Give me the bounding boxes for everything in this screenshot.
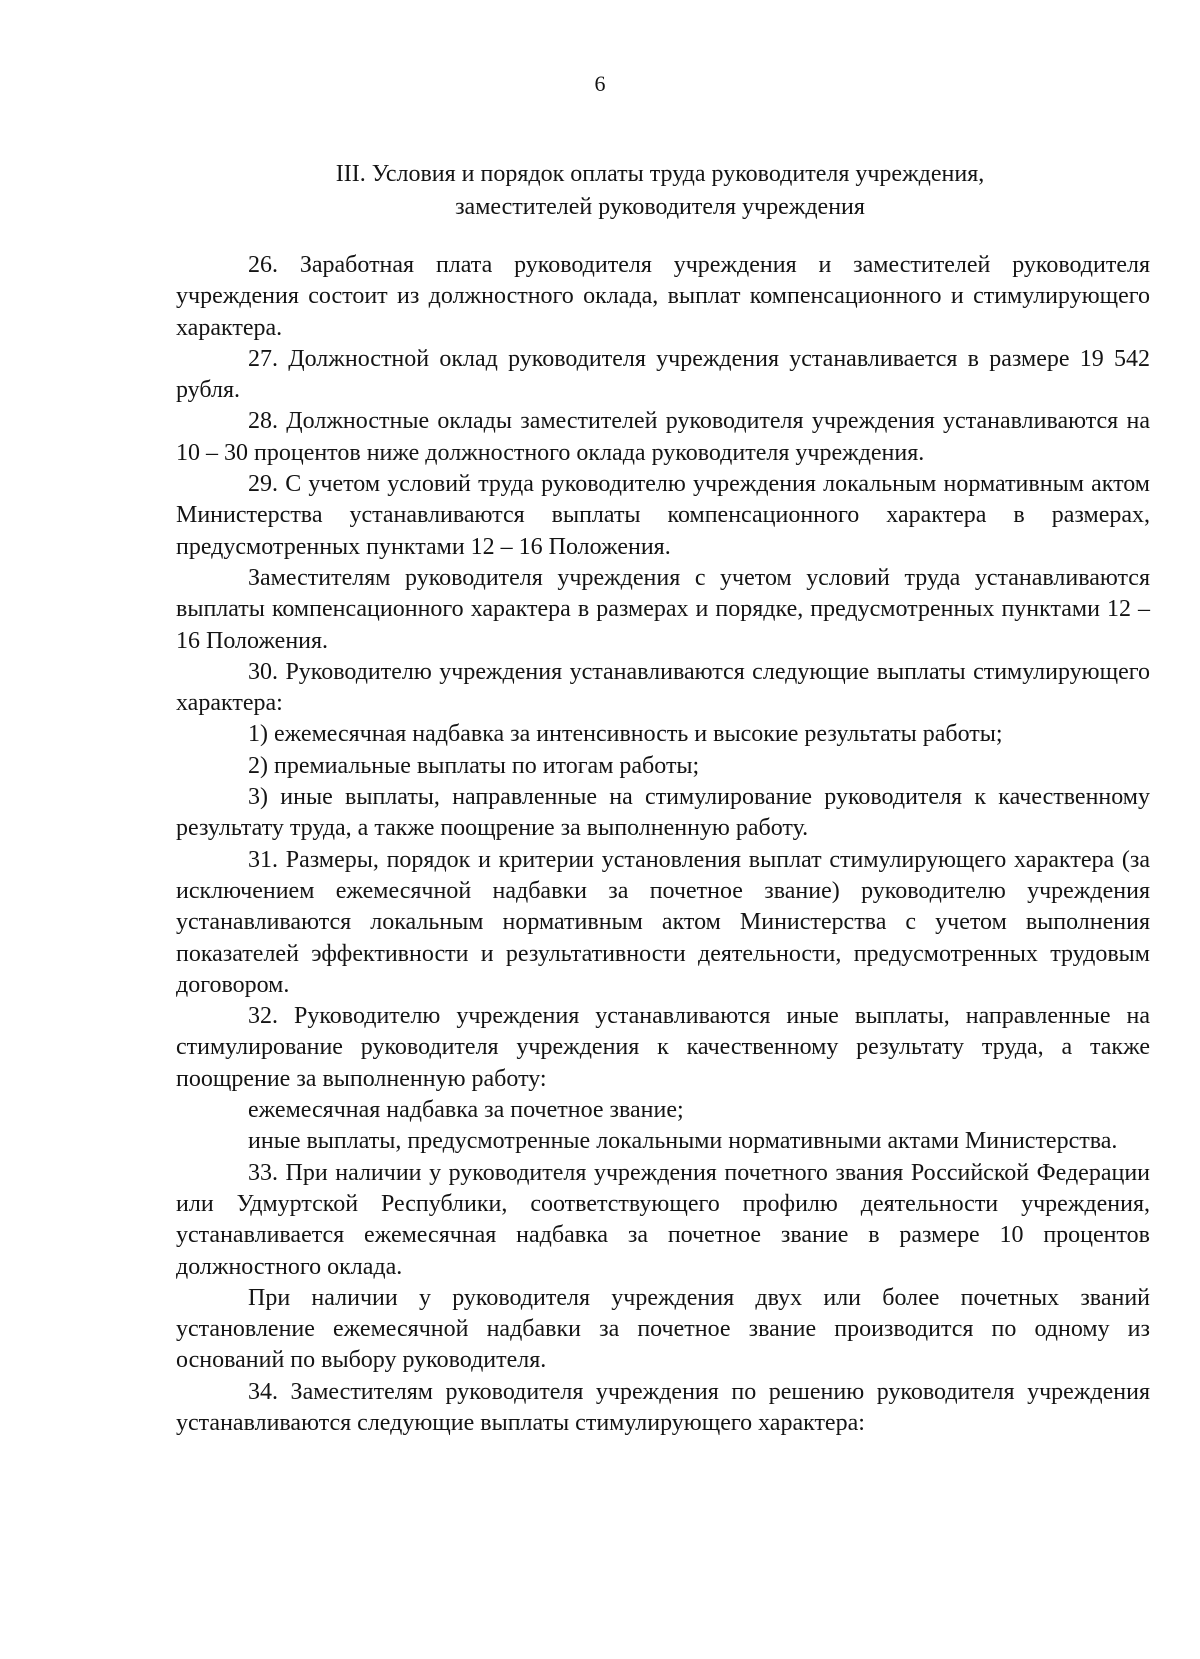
paragraph-30-item-1: 1) ежемесячная надбавка за интенсивность и высокие результаты работы; [248, 721, 1003, 748]
paragraph-32-item-1: ежемесячная надбавка за почетное звание; [248, 1097, 684, 1124]
paragraph-27: 27. Должностной оклад руководителя учреждения устанавливается в размере 19 542 рубля. [176, 345, 1150, 404]
body-text [176, 250, 1150, 1439]
paragraph-34: 34. Заместителям руководителя учреждения по решению руководителя учреждения устанавливаются следующие выплаты стимулирующего характера: [176, 1378, 1150, 1436]
paragraph-30: 30. Руководителю учреждения устанавливаются следующие выплаты стимулирующего характера: [176, 658, 1150, 717]
paragraph-29-deputies: Заместителям руководителя учреждения с учетом условий труда устанавливаются выплаты компенсационного характера в размерах и порядке, предусмотренных пунктами 12 – 16 Положения. [176, 564, 1150, 654]
page-number: 6 [594, 71, 606, 96]
paragraph-33-multiple-titles: При наличии у руководителя учреждения двух или более почетных званий установление ежемесячной надбавки за почетное звание производится по одному из оснований по выбору руководителя. [176, 1284, 1150, 1374]
section-heading-line-1: III. Условия и порядок оплаты труда руководителя учреждения, [335, 161, 985, 187]
paragraph-30-item-2: 2) премиальные выплаты по итогам работы; [248, 752, 700, 779]
paragraph-26: 26. Заработная плата руководителя учреждения и заместителей руководителя учреждения состоит из должностного оклада, выплат компенсационного и стимулирующего характера. [176, 252, 1150, 341]
paragraph-28: 28. Должностные оклады заместителей руководителя учреждения устанавливаются на 10 – 30 процентов ниже должностного оклада руководителя учреждения. [176, 408, 1150, 466]
paragraph-32: 32. Руководителю учреждения устанавливаются иные выплаты, направленные на стимулирование руководителя учреждения к качественному результату труда, а также поощрение за выполненную работу: [176, 1003, 1150, 1092]
paragraph-33: 33. При наличии у руководителя учреждения почетного звания Российской Федерации или Удмуртской Республики, соответствующего профилю деятельности учреждения, устанавливается ежемесячная надбавка за почетное звание в размере 10 процентов должностного оклада. [176, 1159, 1150, 1280]
paragraph-29: 29. С учетом условий труда руководителю учреждения локальным нормативным актом Министерства устанавливаются выплаты компенсационного характера в размерах, предусмотренных пунктами 12 – 16 Положения. [176, 471, 1150, 560]
section-heading [230, 158, 1090, 224]
paragraph-30-item-3: 3) иные выплаты, направленные на стимулирование руководителя к качественному результату труда, а также поощрение за выполненную работу. [176, 784, 1150, 842]
paragraph-31: 31. Размеры, порядок и критерии установления выплат стимулирующего характера (за исключением ежемесячной надбавки за почетное звание) руководителю учреждения устанавливаются локальным нормативным актом Министерства с учетом выполнения показателей эффективности и результативности деятельности, предусмотренных трудовым договором. [176, 846, 1150, 998]
section-heading-line-2: заместителей руководителя учреждения [455, 194, 865, 220]
paragraph-32-item-2: иные выплаты, предусмотренные локальными нормативными актами Министерства. [248, 1128, 1118, 1155]
